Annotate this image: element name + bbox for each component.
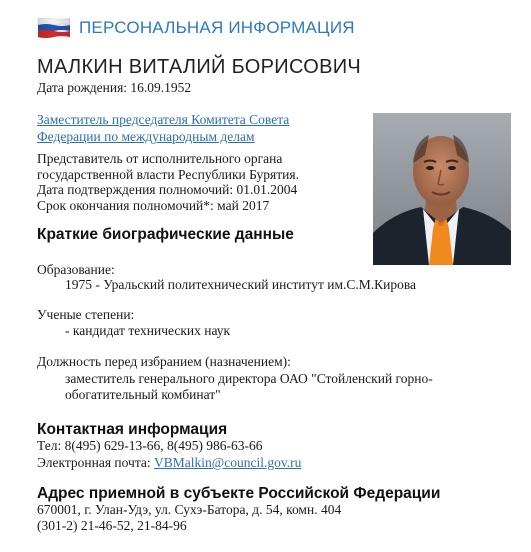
russia-flag-icon bbox=[37, 17, 71, 39]
contact-email-line bbox=[37, 455, 301, 471]
prior-position-label: Должность перед избранием (назначением): bbox=[37, 354, 291, 369]
degrees-value: - кандидат технических наук bbox=[65, 323, 231, 338]
education-value: 1975 - Уральский политехнический институт им.С.М.Кирова bbox=[65, 277, 417, 292]
email-link[interactable]: VBMalkin@council.gov.ru bbox=[154, 455, 302, 470]
office-heading: Адрес приемной в субъекте Российской Федерации bbox=[37, 485, 441, 502]
education-label: Образование: bbox=[37, 262, 115, 277]
rep-line: Срок окончания полномочий*: май 2017 bbox=[37, 197, 270, 213]
prior-position-line: заместитель генерального директора ОАО "Стойленский горно- bbox=[65, 371, 433, 386]
contact-phone: Тел: 8(495) 629-13-66, 8(495) 986-63-66 bbox=[37, 438, 263, 453]
degrees-label: Ученые степени: bbox=[37, 307, 135, 322]
portrait-photo bbox=[373, 113, 511, 265]
rep-line: государственной власти Республики Бурятия. bbox=[37, 166, 299, 182]
page-header bbox=[37, 14, 355, 42]
bio-heading: Краткие биографические данные bbox=[37, 226, 294, 243]
office-phone: (301-2) 21-46-52, 21-84-96 bbox=[37, 518, 187, 533]
office-address: 670001, г. Улан-Удэ, ул. Сухэ-Батора, д. 54, комн. 404 bbox=[37, 502, 342, 517]
birth-date: Дата рождения: 16.09.1952 bbox=[37, 80, 192, 95]
representative-info bbox=[37, 151, 357, 213]
rep-line: Дата подтверждения полномочий: 01.01.2004 bbox=[37, 182, 298, 197]
section-title: ПЕРСОНАЛЬНАЯ ИНФОРМАЦИЯ bbox=[79, 18, 355, 37]
prior-position-line: обогатительный комбинат" bbox=[65, 387, 221, 402]
contacts-heading: Контактная информация bbox=[37, 421, 228, 438]
rep-line: Представитель от исполнительного органа bbox=[37, 151, 283, 166]
position-link[interactable]: Заместитель председателя Комитета Совета Федерации по международным делам bbox=[37, 112, 290, 144]
email-label: Электронная почта: bbox=[37, 455, 155, 470]
person-name: МАЛКИН ВИТАЛИЙ БОРИСОВИЧ bbox=[37, 56, 362, 78]
